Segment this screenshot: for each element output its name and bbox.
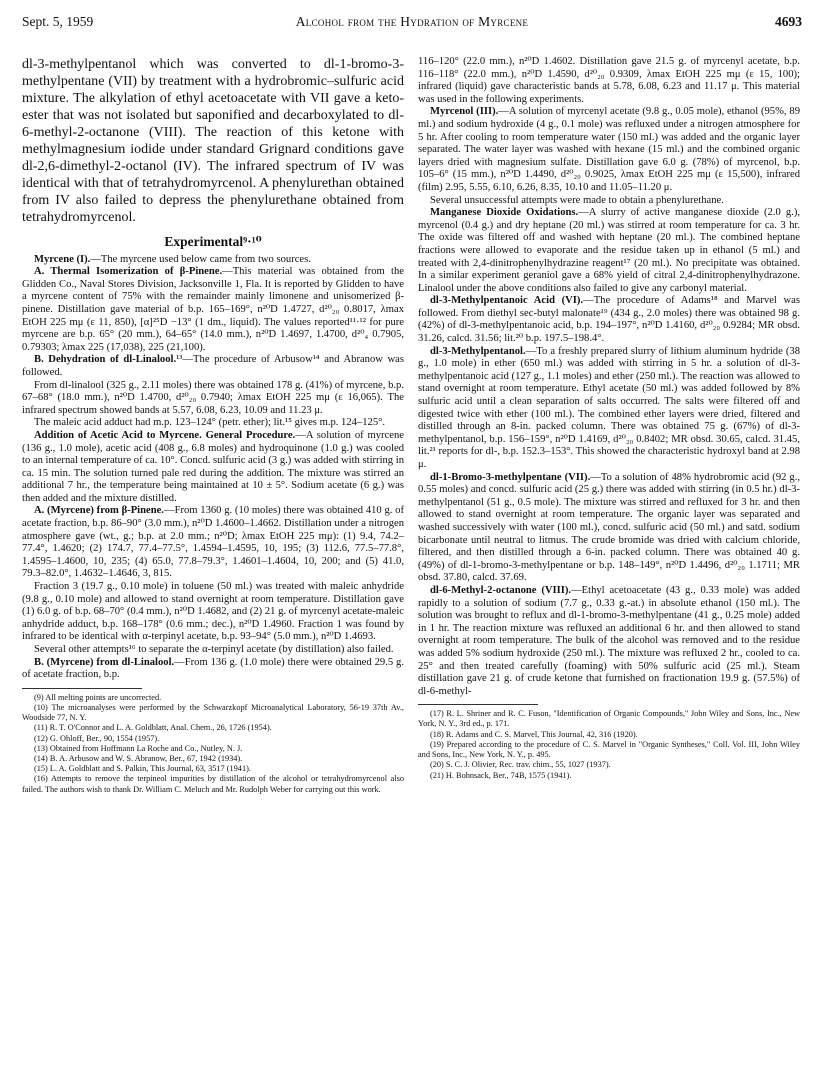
footnote-divider: [22, 688, 142, 689]
footnote: (13) Obtained from Hoffmann La Roche and Co., Nutley, N. J.: [34, 743, 243, 753]
subheading: A. Thermal Isomerization of β-Pinene.: [34, 266, 223, 278]
subheading: Myrcenol (III).: [430, 106, 499, 118]
footnote: (16) Attempts to remove the terpineol impurities by distillation of the alcohol or tetrahydromyrcenol also failed. The authors wish to thank Dr. William C. Meluch and Mr. Rudolph Weber for carrying out this work.: [22, 774, 404, 794]
paragraph-linalool-yield: From dl-linalool (325 g., 2.11 moles) there was obtained 178 g. (41%) of myrcene, b.p. 67–68° (18.0 mm.), n²⁰D 1.4700, d²⁰₂₀ 0.7940; λmax EtOH 225 mμ (ε 16,065). The infrared spectrum showed bands at 5.57, 6.08, 6.23, 10.09 and 11.23 μ.: [22, 379, 404, 416]
footnote: (12) G. Ohloff, Ber., 90, 1554 (1957).: [34, 733, 160, 743]
footnote: (18) R. Adams and C. S. Marvel, This Journal, 42, 316 (1920).: [430, 729, 638, 739]
paragraph-other-attempts: Several other attempts¹⁶ to separate the α-terpinyl acetate (by distillation) also failed.: [34, 644, 394, 655]
page-header: [22, 14, 802, 36]
footnote: (9) All melting points are uncorrected.: [34, 692, 162, 702]
paragraph-methylpentanol: dl-3-Methylpentanol.—To a freshly prepared slurry of lithium aluminum hydride (38 g., 1.0 mole) in ether (650 ml.) was added with stirring in 5 hr. a solution of dl-3-methylpentanoic acid (127 g., 1.1 moles) and ether (250 ml.). The reaction was allowed to stand overnight at room temperature. Ethyl acetate (50 ml.) was added followed by 8% sulfuric acid until a clean separation of salts occurred. The salts were filtered off and digested twice with ether (100 ml.). The combined ether layers were dried, filtered and distilled through an 8-in. packed column. There was obtained 75 g. (67%) of dl-3-methylpentanol, b.p. 156–159°, n²⁰D 1.4169, d²⁰₂₀ 0.8402; MR obsd. 30.65, calcd. 31.45, lit.²¹ reports for dl-, b.p. 152.3–153°. This showed the characteristic hydroxyl band at 2.98 μ.: [418, 345, 800, 470]
footnote-divider: [418, 704, 538, 705]
paragraph-acetic-acid-addition: Addition of Acetic Acid to Myrcene. General Procedure.—A solution of myrcene (136 g., 1.0 mole), acetic acid (408 g., 6.8 moles) and hydroquinone (1.0 g.) was cooled to an internal temperature of ca. 10°. Concd. sulfuric acid (3 g.) was added with stirring in ca. 15 min. The solution turned pale red during the addition. The mixture was stirred an additional 7 hr., the temperature being maintained at 10 ± 5°. Sodium acetate (6 g.) was then added and the mixture distilled.: [22, 429, 404, 504]
paragraph-myrcene: Myrcene (I).—The myrcene used below came from two sources.: [34, 253, 311, 265]
subheading: Addition of Acetic Acid to Myrcene. General Procedure.: [34, 429, 296, 441]
footnote: (21) H. Bohnsack, Ber., 74B, 1575 (1941).: [430, 770, 572, 780]
subheading: Myrcene (I).: [34, 253, 91, 265]
subheading: B. Dehydration of dl-Linalool.: [34, 354, 177, 366]
header-title: Alcohol from the Hydration of Myrcene: [295, 14, 529, 29]
footnote: (15) L. A. Goldblatt and S. Palkin, This Journal, 63, 3517 (1941).: [34, 764, 251, 774]
experimental-heading: Experimental⁹·¹⁰: [164, 234, 262, 249]
header-date: Sept. 5, 1959: [22, 14, 94, 29]
subheading: A. (Myrcene) from β-Pinene.: [34, 505, 164, 517]
paragraph-phenylurethane-attempts: Several unsuccessful attempts were made to obtain a phenylurethane.: [430, 194, 724, 206]
subheading: B. (Myrcene) from dl-Linalool.: [34, 656, 175, 668]
paragraph-dehydration: B. Dehydration of dl-Linalool.¹³—The procedure of Arbusow¹⁴ and Abranow was followed.: [22, 354, 405, 378]
paragraph-fraction-3: Fraction 3 (19.7 g., 0.10 mole) in toluene (50 ml.) was treated with maleic anhydride (9.8 g., 0.10 mole) and allowed to stand overnight at room temperature. Distillation gave (1) 6.0 g. of b.p. 68–70° (0.4 mm.), n²⁰D 1.4682, and (2) 21 g. of myrcenyl acetate-maleic anhydride adduct, b.p. 168–178° (0.6 mm.; dec.), n²⁰D 1.4960. Fraction 1 was found by infrared to be identical with α-terpinyl acetate, b.p. 93–94° (5.0 mm.), n²⁰D 1.4693.: [22, 581, 404, 643]
footnote: (20) S. C. J. Olivier, Rec. trav. chim., 55, 1027 (1937).: [430, 760, 611, 770]
footnotes-right: [418, 709, 800, 780]
footnotes-left: [22, 693, 404, 795]
right-column: [418, 56, 800, 781]
paragraph-myrcenol: Myrcenol (III).—A solution of myrcenyl acetate (9.8 g., 0.05 mole), ethanol (95%, 89 ml.) and sodium hydroxide (4 g., 0.1 mole) was refluxed under a nitrogen atmosphere for 5 hr. After cooling to room temperature water (150 ml.) was added and the organic layer separated. The water layer was washed with hexane (15 ml.) and the combined organic layers dried with magnesium sulfate. Distillation gave 6.0 g. (78%) of myrcenol, b.p. 105–6° (15 mm.), n²⁰D 1.4490, d²⁰₂₀ 0.9025, λmax EtOH 225 mμ (ε 15,500), infrared (film) 2.95, 5.55, 6.10, 6.26, 8.35, 10.10 and 11.05–11.20 μ.: [418, 106, 800, 193]
footnote: (14) B. A. Arbusow and W. S. Abranow, Ber., 67, 1942 (1934).: [34, 754, 243, 763]
subheading: dl-3-Methylpentanoic Acid (VI).: [430, 295, 584, 307]
paragraph-thermal-isomerization: A. Thermal Isomerization of β-Pinene.—This material was obtained from the Glidden Co., Naval Stores Division, Jacksonville 1, Fla. It is reported by Glidden to have a myrcene content of 75% with the remainder mainly limonene and unisomerized β-pinene. Distillation gave material of b.p. 165–169°, n²⁰D 1.4727, d²⁰₂₀ 0.8017, λmax EtOH 225 mμ (ε 11, 850), [α]²⁵D −13° (1 dm., liquid). The values reported¹¹·¹² for pure myrcene are b.p. 65° (20 mm.), 64–65° (14.0 mm.), n²⁰D 1.4697, 1.4700, d²⁰₄ 0.7905, 0.79303; λmax 225 (17,038), 225 (21,100).: [22, 266, 404, 353]
footnote: (17) R. L. Shriner and R. C. Fuson, "Identification of Organic Compounds," John Wiley and Sons, Inc., New York, N. Y., 3rd ed., p. 171.: [418, 709, 800, 729]
footnote: (10) The microanalyses were performed by the Schwarzkopf Microanalytical Laboratory, 56-19 37th Av., Woodside 77, N. Y.: [22, 702, 404, 723]
paragraph-methylpentanoic-acid: dl-3-Methylpentanoic Acid (VI).—The procedure of Adams¹⁸ and Marvel was followed. From diethyl sec-butyl malonate¹⁹ (434 g., 2.0 moles) there was obtained 98 g. (42%) of dl-3-methylpentanoic acid, b.p. 194–197°, n²⁰D 1.4160, d²⁰₂₀ 0.9284; MR obsd. 31.26, calcd. 31.56; lit.²⁰ b.p. 197.5–198.4°.: [418, 295, 800, 345]
intro-paragraph: dl-3-methylpentanol which was converted to dl-1-bromo-3-methylpentane (VII) by treatment with a hydrobromic–sulfuric acid mixture. The alkylation of ethyl acetoacetate with VII gave a keto-ester that was not isolated but saponified and decarboxylated to dl-6-methyl-2-octanone (VIII). The reaction of this ketone with methylmagnesium iodide under standard Grignard conditions gave dl-2,6-dimethyl-2-octanol (IV). The infrared spectrum of IV was identical with that of tetrahydromyrcenol. A phenylurethan obtained from IV also failed to depress the phenylurethane obtained from tetrahydromyrcenol.: [22, 57, 404, 225]
subheading: dl-1-Bromo-3-methylpentane (VII).: [430, 471, 591, 483]
paragraph-acetate-continued: 116–120° (22.0 mm.), n²⁰D 1.4602. Distillation gave 21.5 g. of myrcenyl acetate, b.p. 116–118° (22.0 mm.), n²⁰D 1.4590, d²⁰₂₀ 0.9309, λmax EtOH 225 mμ (ε 15, 100); infrared (liquid) gave characteristic bands at 5.78, 6.08, 6.23 and 11.17 μ. This material was used in the following experiments.: [418, 56, 800, 105]
subheading: Manganese Dioxide Oxidations.: [430, 207, 579, 219]
paragraph-methyl-octanone: dl-6-Methyl-2-octanone (VIII).—Ethyl acetoacetate (43 g., 0.33 mole) was added rapidly to a solution of sodium (7.7 g., 0.33 g.-at.) in absolute ethanol (150 ml.). The solution was brought to reflux and dl-1-bromo-3-methylpentane (41 g., 0.25 mole) added in 1 hr. The reaction mixture was refluxed an additional 6 hr. and then allowed to stand overnight at room temperature. The bulk of the alcohol was removed and to the residue was added 5% sodium hydroxide (250 ml.). The mixture was refluxed 2 hr., cooled to ca. 25° and then treated carefully (foaming) with 50% sulfuric acid (25 ml.). Steam distillation gave 21 g. of crude ketone that furnished on fractionation 19.9 g. (57.5%) of dl-6-methyl-: [418, 584, 800, 697]
subheading: dl-6-Methyl-2-octanone (VIII).: [430, 584, 572, 596]
page-number: 4693: [775, 14, 802, 29]
footnote: (11) R. T. O'Connor and L. A. Goldblatt, Anal. Chem., 26, 1726 (1954).: [34, 723, 272, 733]
footnote: (19) Prepared according to the procedure of C. S. Marvel in "Organic Syntheses," Coll. Vol. III, John Wiley and Sons, Inc., New York, N. Y., p. 495.: [418, 739, 800, 760]
paragraph-mno2-oxidation: Manganese Dioxide Oxidations.—A slurry of active manganese dioxide (2.0 g.), myrcenol (0.4 g.) and dry heptane (20 ml.) was stirred at room temperature for ca. 3 hr. The oxide was filtered off and washed with heptane (20 ml.). The combined heptane fractions were allowed to evaporate and the residue taken up in ethanol (5 ml.) and treated with 2,4-dinitrophenylhydrazine reagent¹⁷ (20 ml.). No precipitate was obtained. In a similar experiment geraniol gave a 68% yield of citral 2,4-dinitrophenylhydrazone. Linalool under the above conditions also failed to give any carbonyl material.: [418, 207, 800, 294]
left-column: [22, 56, 404, 795]
paragraph-maleic-adduct: The maleic acid adduct had m.p. 123–124° (petr. ether); lit.¹⁵ gives m.p. 124–125°.: [34, 417, 386, 429]
paragraph-myrcene-from-linalool: B. (Myrcene) from dl-Linalool.—From 136 g. (1.0 mole) there were obtained 29.5 g. of acetate fraction, b.p.: [22, 656, 404, 681]
subheading: dl-3-Methylpentanol.: [430, 345, 526, 357]
paragraph-myrcene-from-pinene: A. (Myrcene) from β-Pinene.—From 1360 g. (10 moles) there was obtained 410 g. of acetate fraction, b.p. 86–90° (3.0 mm.), n²⁰D 1.4600–1.4662. Distillation under a nitrogen atmosphere gave (wt., g.; b.p. at 2.0 mm.; n²⁰D; λmax EtOH 225 mμ): (1) 9.4, 74.2–77.4°, 1.4620; (2) 174.7, 77.4–77.5°, 1.4594–1.4595, 10, 195; (3) 112.6, 77.5–77.8°, 1.4595–1.4600, 10, 235; (4) 65.0, 77.8–79.3°, 1.4601–1.4604, 10, 200; and (5) 41.0, 79.3–82.0°, 1.4632–1.4646, 3, 815.: [22, 505, 404, 580]
paragraph-bromo-methylpentane: dl-1-Bromo-3-methylpentane (VII).—To a solution of 48% hydrobromic acid (92 g., 0.55 moles) and concd. sulfuric acid (25 g.) there was added with stirring (in 0.5 hr.) dl-3-methylpentanol (51 g., 0.5 mole). The mixture was stirred and refluxed for 3 hr. and then allowed to stand overnight at room temperature. The organic layer was separated and washed successively with water (100 ml.), concd. sulfuric acid (50 ml.) and satd. sodium bicarbonate until neutral to litmus. The crude bromide was dried with calcium chloride, filtered, and then distilled through a 6-in. packed column. There was obtained 40 g. (49%) of dl-1-bromo-3-methylpentane or b.p. 148–149°, n²⁰D 1.4496, d²⁰₂₀ 1.1711; MR obsd. 37.80, calcd. 37.69.: [418, 471, 801, 584]
